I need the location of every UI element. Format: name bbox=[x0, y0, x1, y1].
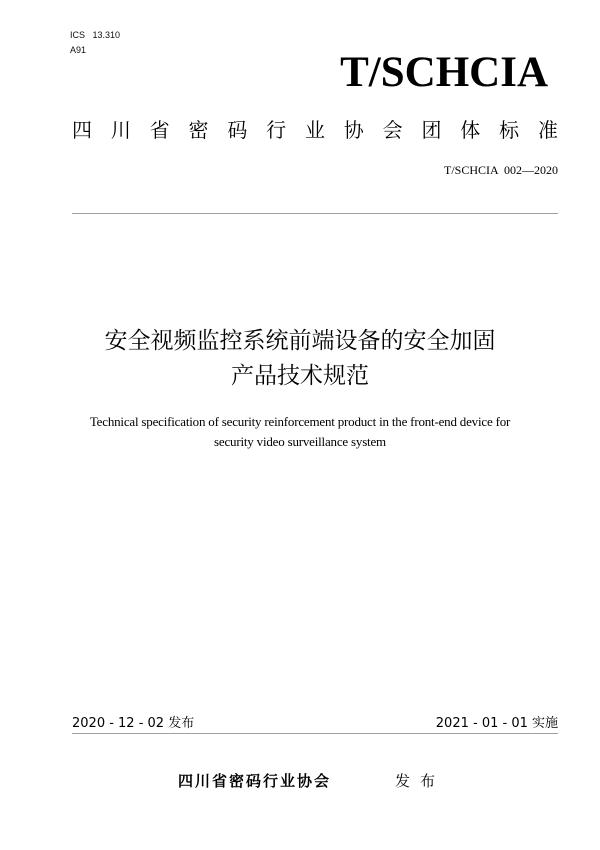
assoc-char: 川 bbox=[110, 118, 131, 142]
assoc-char: 省 bbox=[149, 118, 170, 142]
header-divider bbox=[72, 213, 558, 214]
ics-classification: ICS 13.310 bbox=[70, 30, 121, 40]
assoc-char: 体 bbox=[460, 118, 481, 142]
assoc-char: 标 bbox=[499, 118, 520, 142]
association-standard-title bbox=[72, 115, 558, 145]
title-english-line-2: security video surveillance system bbox=[214, 434, 386, 449]
standard-code-logo: T/SCHCIA bbox=[340, 49, 548, 96]
standard-number: T/SCHCIA 002—2020 bbox=[443, 163, 558, 177]
implementation-date: 2021 - 01 - 01 实施 bbox=[435, 716, 558, 731]
assoc-char: 行 bbox=[266, 118, 287, 142]
title-chinese-line-1: 安全视频监控系统前端设备的安全加固 bbox=[104, 328, 496, 354]
assoc-char: 四 bbox=[72, 118, 92, 142]
title-english-line-1: Technical specification of security reinforcement product in the front-end device for bbox=[89, 414, 511, 429]
assoc-char: 团 bbox=[421, 118, 442, 142]
assoc-char: 密 bbox=[188, 118, 209, 142]
footer-divider bbox=[72, 733, 558, 734]
assoc-char: 协 bbox=[343, 118, 364, 142]
assoc-char: 会 bbox=[382, 118, 403, 142]
assoc-char: 业 bbox=[304, 118, 325, 142]
publisher-name: 四川省密码行业协会 bbox=[178, 772, 332, 790]
assoc-char: 码 bbox=[227, 118, 248, 142]
issue-date: 2020 - 12 - 02 发布 bbox=[72, 716, 195, 731]
ccs-classification: A91 bbox=[70, 45, 87, 55]
publish-label: 发布 bbox=[395, 772, 446, 790]
title-chinese-line-2: 产品技术规范 bbox=[231, 363, 369, 389]
assoc-char: 准 bbox=[537, 118, 558, 142]
